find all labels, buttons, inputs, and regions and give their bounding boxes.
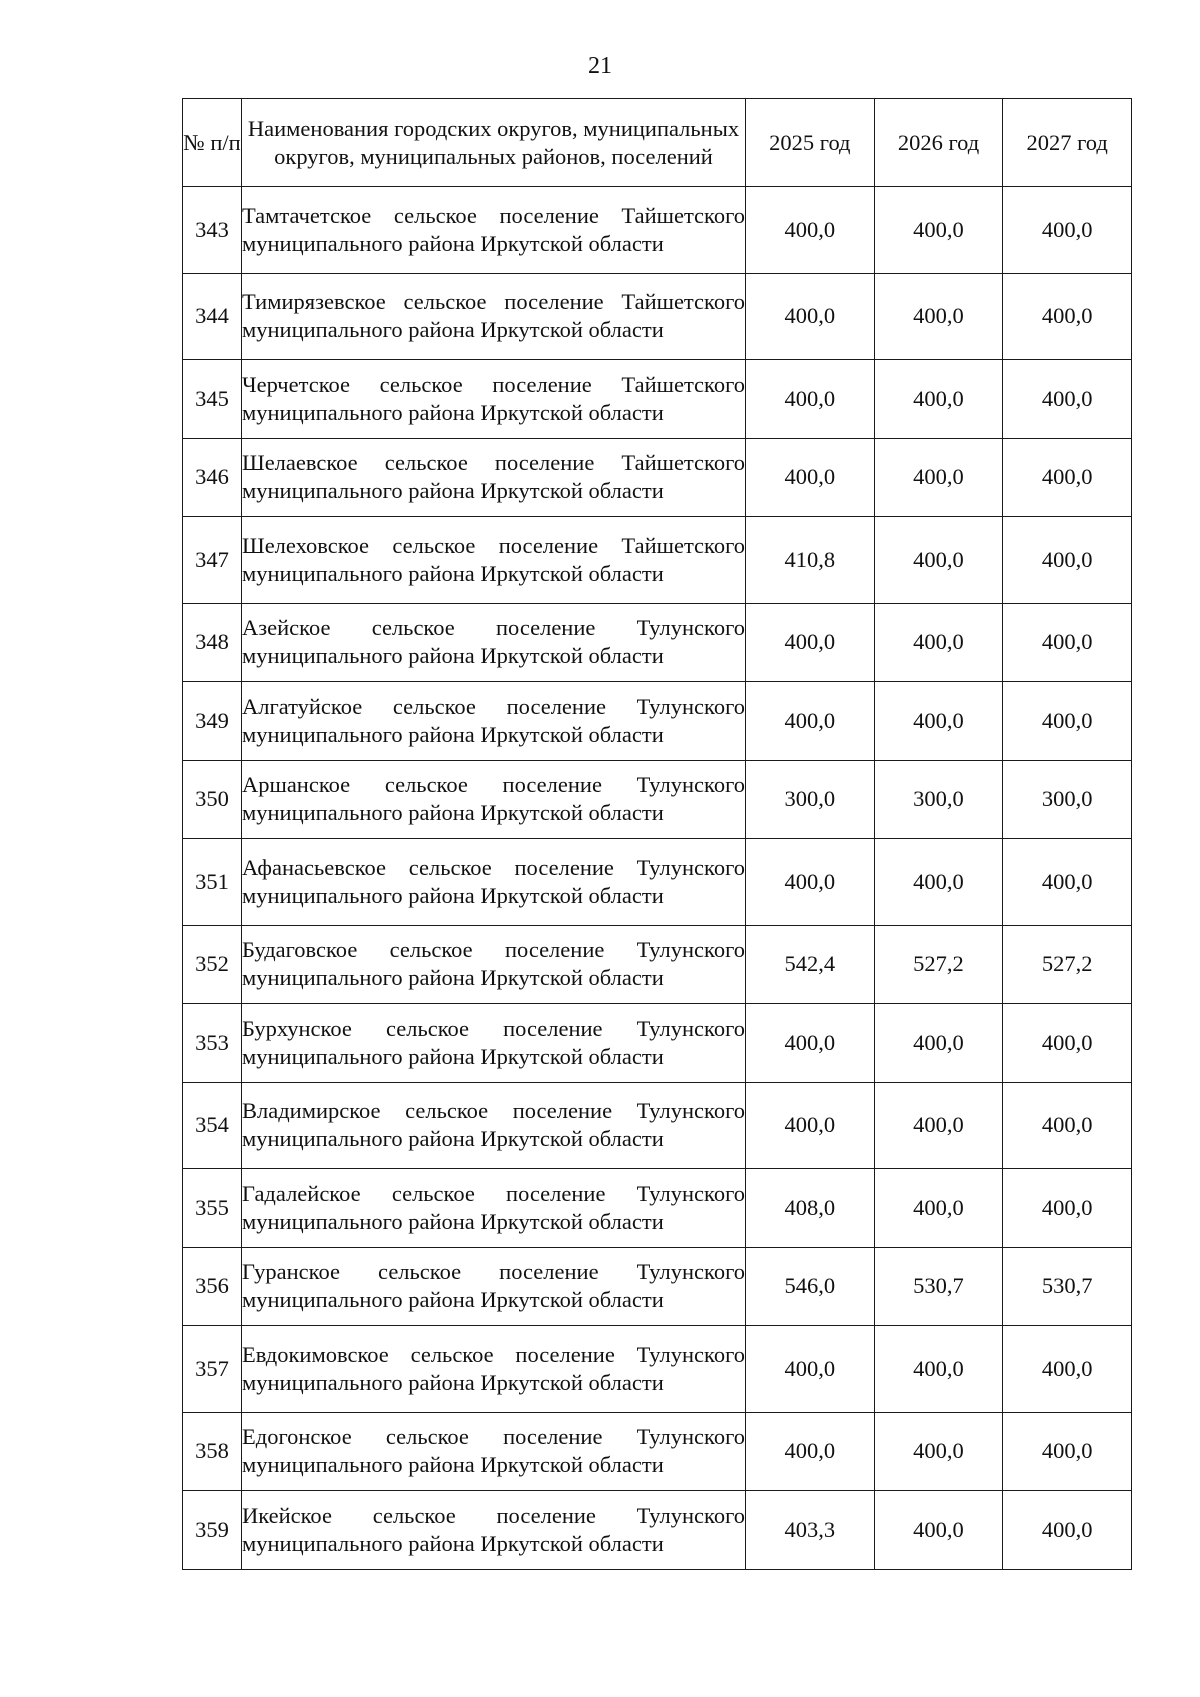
row-value-2026: 400,0	[874, 1491, 1003, 1570]
row-name: Шелаевское сельское поселение Тайшетского муниципального района Иркутской области	[242, 438, 746, 517]
header-num: № п/п	[183, 99, 242, 187]
row-num: 346	[183, 438, 242, 517]
row-name: Икейское сельское поселение Тулунского муниципального района Иркутской области	[242, 1491, 746, 1570]
table-row	[183, 273, 1132, 360]
row-value-2027: 530,7	[1003, 1247, 1132, 1326]
header-2027: 2027 год	[1003, 99, 1132, 187]
row-num: 351	[183, 839, 242, 926]
row-name: Шелеховское сельское поселение Тайшетского муниципального района Иркутской области	[242, 517, 746, 604]
row-value-2026: 400,0	[874, 187, 1003, 274]
header-name: Наименования городских округов, муниципальных округов, муниципальных районов, поселений	[242, 99, 746, 187]
row-name: Аршанское сельское поселение Тулунского муниципального района Иркутской области	[242, 760, 746, 839]
table-row	[183, 1004, 1132, 1083]
row-name: Афанасьевское сельское поселение Тулунского муниципального района Иркутской области	[242, 839, 746, 926]
row-value-2025: 400,0	[746, 603, 875, 682]
row-value-2025: 400,0	[746, 1412, 875, 1491]
row-value-2025: 542,4	[746, 925, 875, 1004]
row-name: Бурхунское сельское поселение Тулунского муниципального района Иркутской области	[242, 1004, 746, 1083]
row-value-2025: 400,0	[746, 273, 875, 360]
table-row	[183, 760, 1132, 839]
row-num: 350	[183, 760, 242, 839]
row-value-2026: 527,2	[874, 925, 1003, 1004]
row-value-2026: 400,0	[874, 1082, 1003, 1169]
header-2026: 2026 год	[874, 99, 1003, 187]
header-2025: 2025 год	[746, 99, 875, 187]
table-row	[183, 438, 1132, 517]
row-num: 354	[183, 1082, 242, 1169]
row-value-2026: 400,0	[874, 1412, 1003, 1491]
table-row	[183, 1169, 1132, 1248]
row-name: Алгатуйское сельское поселение Тулунского муниципального района Иркутской области	[242, 682, 746, 761]
row-value-2027: 400,0	[1003, 187, 1132, 274]
budget-table	[182, 98, 1132, 1570]
row-value-2025: 300,0	[746, 760, 875, 839]
table-row	[183, 1326, 1132, 1413]
row-value-2025: 400,0	[746, 682, 875, 761]
table-row	[183, 517, 1132, 604]
row-value-2026: 400,0	[874, 1169, 1003, 1248]
row-value-2025: 410,8	[746, 517, 875, 604]
row-num: 349	[183, 682, 242, 761]
row-value-2026: 300,0	[874, 760, 1003, 839]
row-num: 359	[183, 1491, 242, 1570]
row-value-2026: 400,0	[874, 360, 1003, 439]
row-value-2026: 400,0	[874, 1326, 1003, 1413]
row-value-2027: 400,0	[1003, 1169, 1132, 1248]
row-value-2027: 400,0	[1003, 273, 1132, 360]
row-num: 352	[183, 925, 242, 1004]
row-name: Едогонское сельское поселение Тулунского муниципального района Иркутской области	[242, 1412, 746, 1491]
header-row	[183, 99, 1132, 187]
row-value-2026: 400,0	[874, 517, 1003, 604]
table-row	[183, 1412, 1132, 1491]
table-row	[183, 682, 1132, 761]
row-value-2027: 400,0	[1003, 438, 1132, 517]
table-row	[183, 187, 1132, 274]
row-value-2025: 400,0	[746, 360, 875, 439]
table-row	[183, 839, 1132, 926]
table-row	[183, 925, 1132, 1004]
table-row	[183, 1491, 1132, 1570]
row-value-2025: 408,0	[746, 1169, 875, 1248]
row-value-2025: 400,0	[746, 839, 875, 926]
row-value-2025: 400,0	[746, 438, 875, 517]
row-name: Гуранское сельское поселение Тулунского муниципального района Иркутской области	[242, 1247, 746, 1326]
row-name: Владимирское сельское поселение Тулунского муниципального района Иркутской области	[242, 1082, 746, 1169]
row-value-2027: 527,2	[1003, 925, 1132, 1004]
row-value-2027: 400,0	[1003, 1082, 1132, 1169]
row-name: Тимирязевское сельское поселение Тайшетского муниципального района Иркутской области	[242, 273, 746, 360]
row-num: 343	[183, 187, 242, 274]
row-name: Будаговское сельское поселение Тулунского муниципального района Иркутской области	[242, 925, 746, 1004]
row-value-2027: 400,0	[1003, 517, 1132, 604]
row-num: 355	[183, 1169, 242, 1248]
row-num: 345	[183, 360, 242, 439]
row-value-2025: 400,0	[746, 1004, 875, 1083]
row-value-2026: 400,0	[874, 839, 1003, 926]
row-value-2027: 400,0	[1003, 1004, 1132, 1083]
row-value-2025: 400,0	[746, 1326, 875, 1413]
row-num: 347	[183, 517, 242, 604]
row-value-2027: 400,0	[1003, 360, 1132, 439]
page-number: 21	[588, 53, 612, 79]
row-name: Азейское сельское поселение Тулунского муниципального района Иркутской области	[242, 603, 746, 682]
row-num: 348	[183, 603, 242, 682]
row-value-2027: 400,0	[1003, 682, 1132, 761]
row-value-2027: 400,0	[1003, 1491, 1132, 1570]
table-header	[183, 99, 1132, 187]
table-row	[183, 603, 1132, 682]
row-value-2025: 403,3	[746, 1491, 875, 1570]
row-name: Евдокимовское сельское поселение Тулунского муниципального района Иркутской области	[242, 1326, 746, 1413]
row-value-2027: 400,0	[1003, 1412, 1132, 1491]
row-value-2026: 530,7	[874, 1247, 1003, 1326]
row-value-2027: 300,0	[1003, 760, 1132, 839]
row-value-2026: 400,0	[874, 438, 1003, 517]
row-value-2027: 400,0	[1003, 1326, 1132, 1413]
row-num: 356	[183, 1247, 242, 1326]
table-row	[183, 360, 1132, 439]
row-value-2025: 546,0	[746, 1247, 875, 1326]
row-value-2026: 400,0	[874, 273, 1003, 360]
table-row	[183, 1247, 1132, 1326]
row-name: Черчетское сельское поселение Тайшетского муниципального района Иркутской области	[242, 360, 746, 439]
row-value-2025: 400,0	[746, 187, 875, 274]
row-value-2026: 400,0	[874, 1004, 1003, 1083]
table-row	[183, 1082, 1132, 1169]
row-num: 357	[183, 1326, 242, 1413]
row-name: Гадалейское сельское поселение Тулунского муниципального района Иркутской области	[242, 1169, 746, 1248]
row-num: 353	[183, 1004, 242, 1083]
row-num: 358	[183, 1412, 242, 1491]
row-num: 344	[183, 273, 242, 360]
row-name: Тамтачетское сельское поселение Тайшетского муниципального района Иркутской области	[242, 187, 746, 274]
row-value-2025: 400,0	[746, 1082, 875, 1169]
table-body	[183, 187, 1132, 1570]
row-value-2027: 400,0	[1003, 603, 1132, 682]
row-value-2026: 400,0	[874, 603, 1003, 682]
row-value-2026: 400,0	[874, 682, 1003, 761]
row-value-2027: 400,0	[1003, 839, 1132, 926]
